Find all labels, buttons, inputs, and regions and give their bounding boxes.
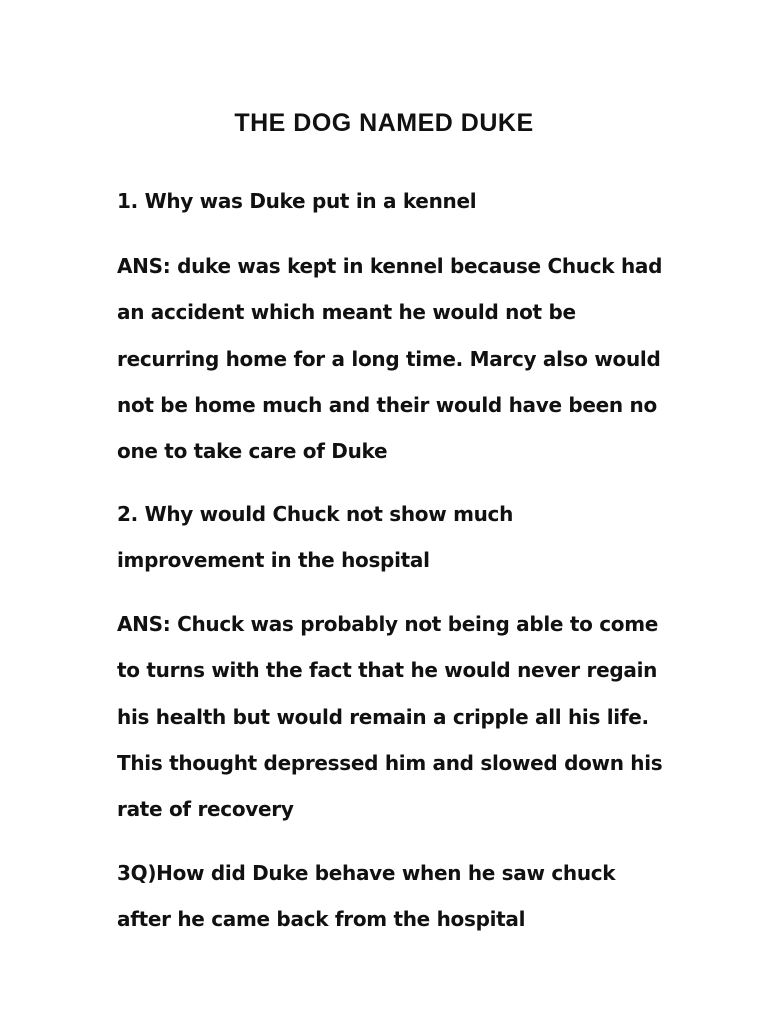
document-title: THE DOG NAMED DUKE <box>234 109 534 137</box>
answer-2 <box>117 601 677 832</box>
question-1 <box>117 178 677 224</box>
question-2-line-1: 2. Why would Chuck not show much <box>117 502 514 526</box>
answer-2-line-1: ANS: Chuck was probably not being able to come <box>117 612 659 636</box>
answer-1-line-3: recurring home for a long time. Marcy also would <box>117 346 661 371</box>
question-2-line-2: improvement in the hospital <box>117 548 430 573</box>
answer-2-line-4: This thought depressed him and slowed down his <box>117 750 663 775</box>
question-1-line-1: 1. Why was Duke put in a kennel <box>117 189 477 213</box>
answer-2-line-2: to turns with the fact that he would never regain <box>117 658 658 683</box>
answer-1-line-5: one to take care of Duke <box>117 439 388 464</box>
question-3-line-2: after he came back from the hospital <box>117 907 526 932</box>
answer-2-line-3: his health but would remain a cripple all his life. <box>117 704 649 729</box>
answer-1 <box>117 243 677 474</box>
question-2 <box>117 491 677 584</box>
answer-1-line-4: not be home much and their would have been no <box>117 392 657 417</box>
question-3 <box>117 850 677 943</box>
answer-1-line-1: ANS: duke was kept in kennel because Chuck had <box>117 254 663 278</box>
answer-1-line-2: an accident which meant he would not be <box>117 300 576 325</box>
question-3-line-1: 3Q)How did Duke behave when he saw chuck <box>117 861 616 885</box>
answer-2-line-5: rate of recovery <box>117 797 294 822</box>
